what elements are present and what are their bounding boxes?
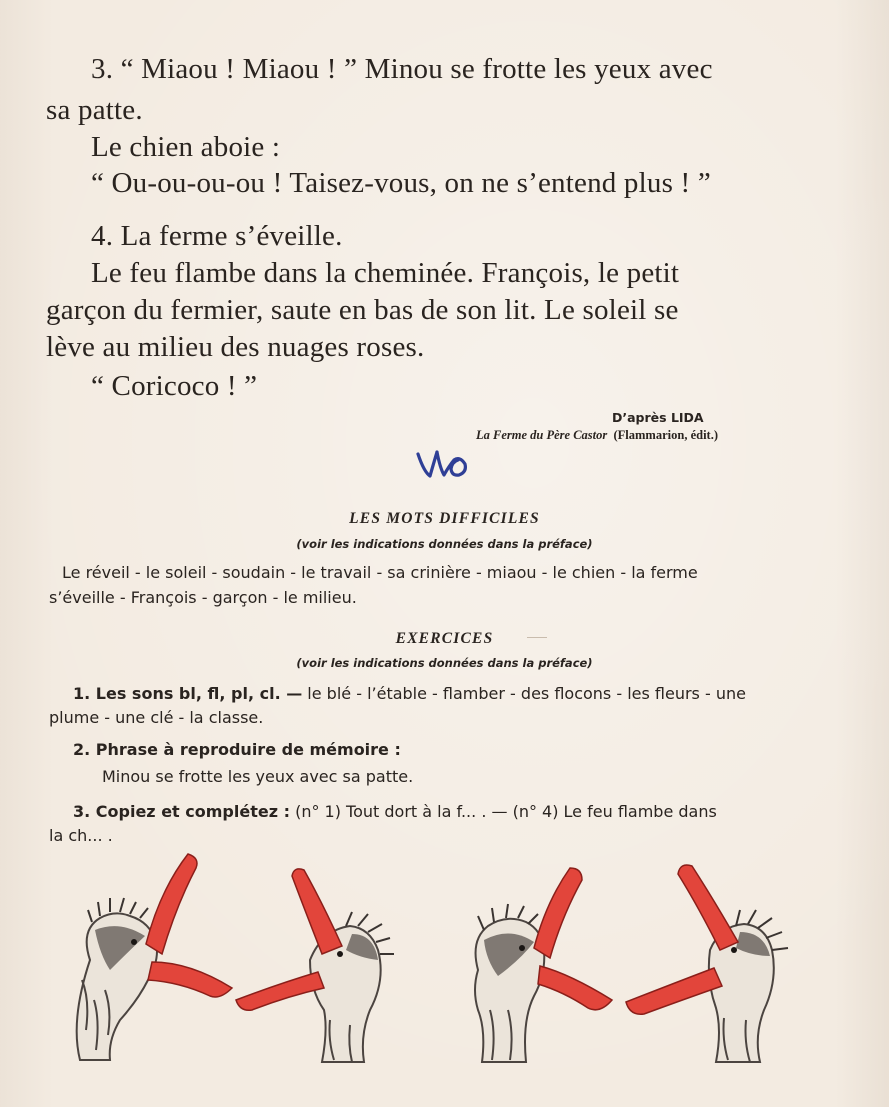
attribution-author: D’après LIDA: [612, 410, 704, 425]
mots-difficiles-heading: LES MOTS DIFFICILES: [349, 510, 540, 527]
vocab-line: Le réveil - le soleil - soudain - le travail - sa crinière - miaou - le chien - la ferme: [62, 563, 698, 582]
story-line: Le feu flambe dans la cheminée. François, le petit: [91, 257, 680, 289]
exercise-3-label: 3. Copiez et complétez :: [73, 802, 290, 821]
divider: [527, 637, 547, 638]
bird-4: [626, 865, 788, 1062]
exercise-1: [73, 684, 746, 703]
story-line: Le chien aboie :: [91, 131, 281, 163]
bird-2: [236, 869, 394, 1062]
bird-1: [77, 854, 232, 1060]
crowing-birds-illustration: [60, 850, 820, 1080]
exercise-3-line2: la ch... .: [49, 826, 113, 845]
exercise-3-text: (n° 1) Tout dort à la f... . — (n° 4) Le feu flambe dans: [289, 802, 717, 821]
exercise-1-text: le blé - l’étable - flamber - des flocons - les fleurs - une: [302, 684, 746, 703]
bird-3: [475, 868, 612, 1062]
attribution-publisher: (Flammarion, édit.): [613, 428, 718, 442]
exercise-1-label: 1. Les sons bl, fl, pl, cl. —: [73, 684, 303, 703]
story-line: 3. “ Miaou ! Miaou ! ” Minou se frotte les yeux avec: [91, 53, 713, 85]
story-line: 4. La ferme s’éveille.: [91, 220, 343, 252]
vocab-line: s’éveille - François - garçon - le milieu.: [49, 588, 357, 607]
exercise-2: [73, 740, 401, 759]
exercise-3: [73, 802, 717, 821]
story-line: “ Ou-ou-ou-ou ! Taisez-vous, on ne s’entend plus ! ”: [91, 167, 711, 199]
exercices-heading: EXERCICES: [395, 630, 494, 647]
exercise-2-label: 2. Phrase à reproduire de mémoire :: [73, 740, 401, 759]
handwritten-mark: [410, 442, 480, 482]
exercise-2-text: Minou se frotte les yeux avec sa patte.: [102, 767, 414, 786]
story-line: lève au milieu des nuages roses.: [46, 331, 425, 363]
exercices-subheading: (voir les indications données dans la préface): [296, 656, 593, 670]
attribution-book-title: La Ferme du Père Castor: [476, 428, 608, 442]
exercise-1-line2: plume - une clé - la classe.: [49, 708, 264, 727]
mots-difficiles-subheading: (voir les indications données dans la préface): [296, 537, 593, 551]
story-line: “ Coricoco ! ”: [91, 370, 258, 402]
story-line: sa patte.: [46, 94, 143, 126]
story-line: garçon du fermier, saute en bas de son lit. Le soleil se: [46, 294, 679, 326]
attribution-source: [476, 428, 718, 443]
